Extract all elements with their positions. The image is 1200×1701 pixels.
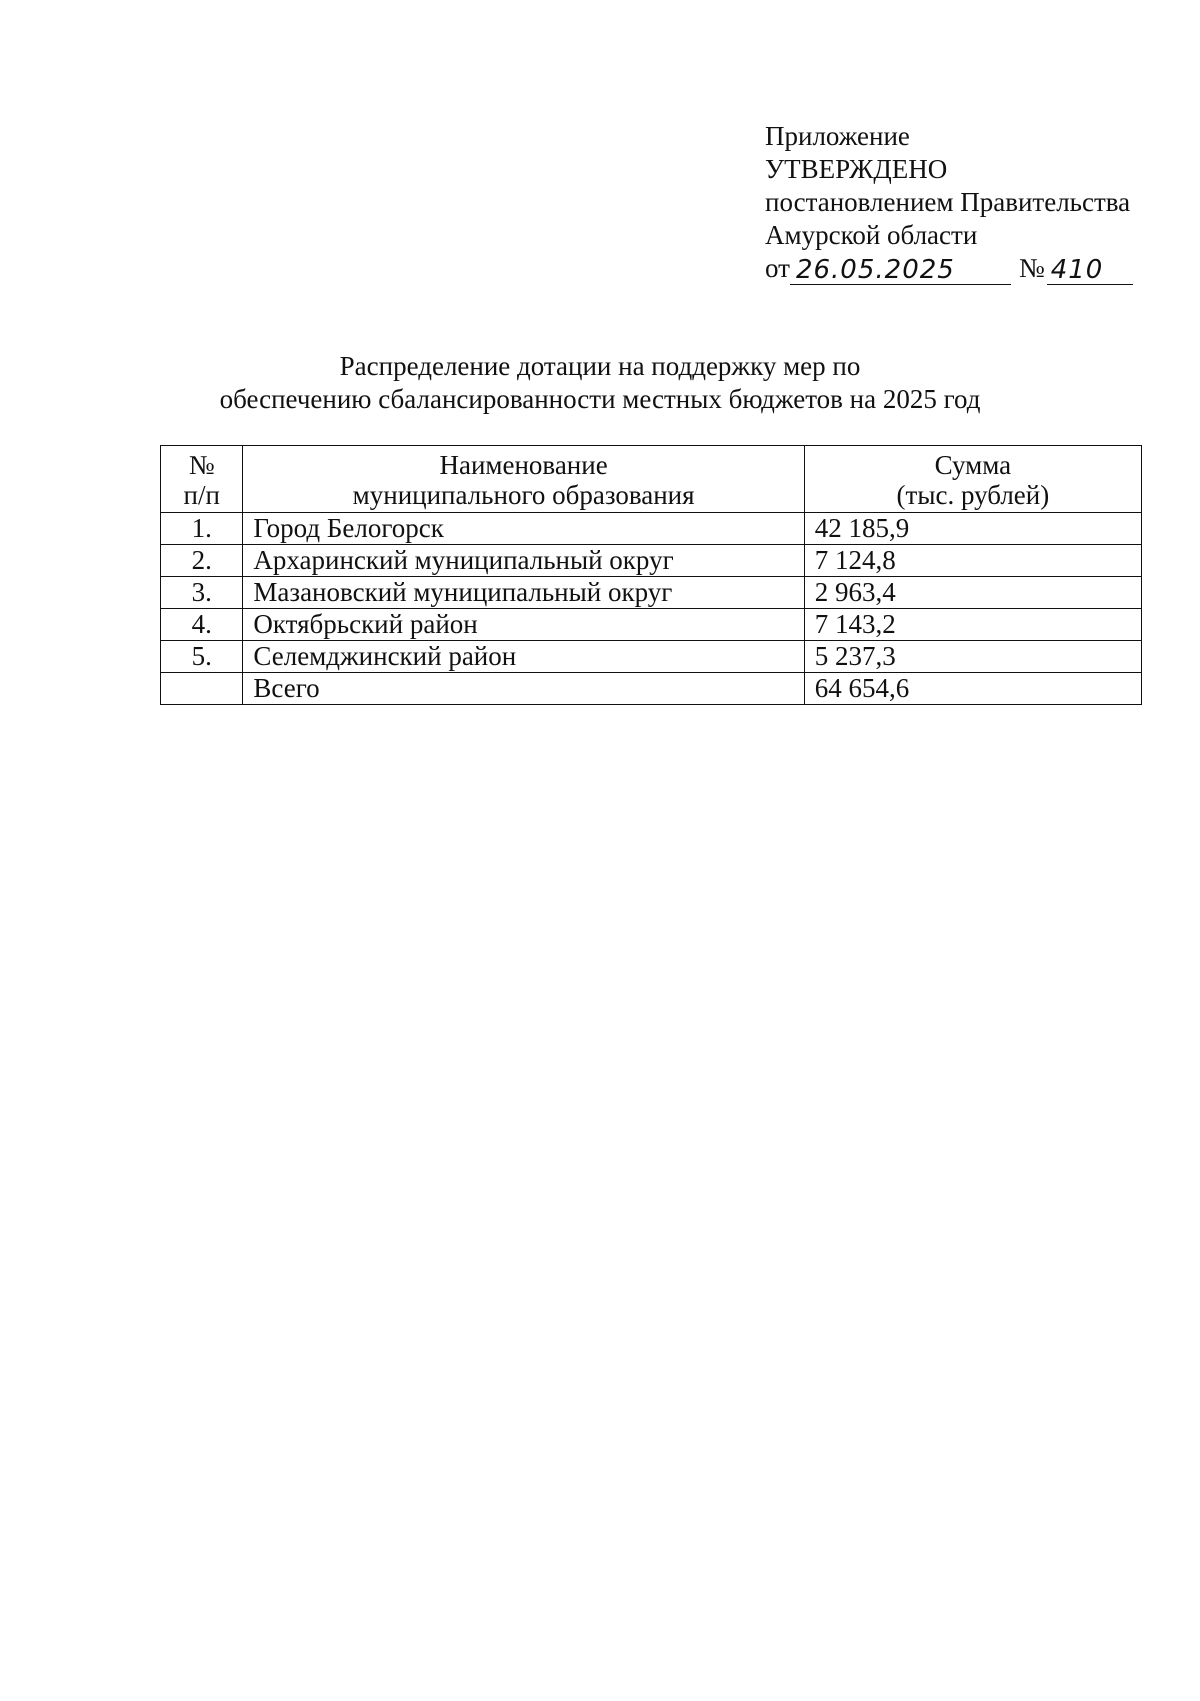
number-label: №: [1018, 253, 1045, 283]
total-row-sum: 64 654,6: [804, 673, 1141, 705]
row-name: Архаринский муниципальный округ: [243, 545, 804, 577]
header-number: [161, 446, 243, 513]
title-line-2: обеспечению сбалансированности местных бюджетов на 2025 год: [219, 384, 981, 414]
region-label: Амурской области: [765, 220, 978, 250]
row-name: Мазановский муниципальный округ: [243, 577, 804, 609]
row-sum: 7 143,2: [804, 609, 1141, 641]
date-number-line: [765, 252, 1133, 285]
table-header-row: [161, 446, 1142, 513]
row-number: 5.: [161, 641, 243, 673]
total-row-label: Всего: [243, 673, 804, 705]
row-sum: 2 963,4: [804, 577, 1141, 609]
approval-block: [765, 120, 1133, 285]
row-name: Селемджинский район: [243, 641, 804, 673]
row-sum: 7 124,8: [804, 545, 1141, 577]
approved-label: УТВЕРЖДЕНО: [765, 154, 948, 184]
row-number: 4.: [161, 609, 243, 641]
table-row: [161, 609, 1142, 641]
header-sum-line-2: (тыс. рублей): [896, 480, 1050, 510]
row-number: 1.: [161, 513, 243, 545]
row-sum: 42 185,9: [804, 513, 1141, 545]
header-name-line-1: Наименование: [439, 450, 608, 480]
table-row: [161, 545, 1142, 577]
handwritten-date: 26.05.2025: [790, 256, 1011, 285]
header-sum: [804, 446, 1141, 513]
appendix-label: Приложение: [765, 121, 910, 151]
table-row: [161, 513, 1142, 545]
header-name: [243, 446, 804, 513]
row-name: Октябрьский район: [243, 609, 804, 641]
document-title: [0, 350, 1200, 416]
date-prefix: от: [765, 253, 790, 283]
title-line-1: Распределение дотации на поддержку мер по: [339, 351, 861, 381]
row-sum: 5 237,3: [804, 641, 1141, 673]
row-number: 2.: [161, 545, 243, 577]
header-number-line-1: №: [188, 450, 215, 480]
allocation-table: [160, 445, 1142, 705]
total-row-number: [161, 673, 243, 705]
row-name: Город Белогорск: [243, 513, 804, 545]
header-name-line-2: муниципального образования: [352, 480, 695, 510]
header-number-line-2: п/п: [183, 480, 220, 510]
table-total-row: [161, 673, 1142, 705]
approved-by-label: постановлением Правительства: [765, 187, 1131, 217]
table-row: [161, 641, 1142, 673]
table-row: [161, 577, 1142, 609]
header-sum-line-1: Сумма: [934, 450, 1012, 480]
handwritten-number: 410: [1047, 256, 1133, 285]
row-number: 3.: [161, 577, 243, 609]
